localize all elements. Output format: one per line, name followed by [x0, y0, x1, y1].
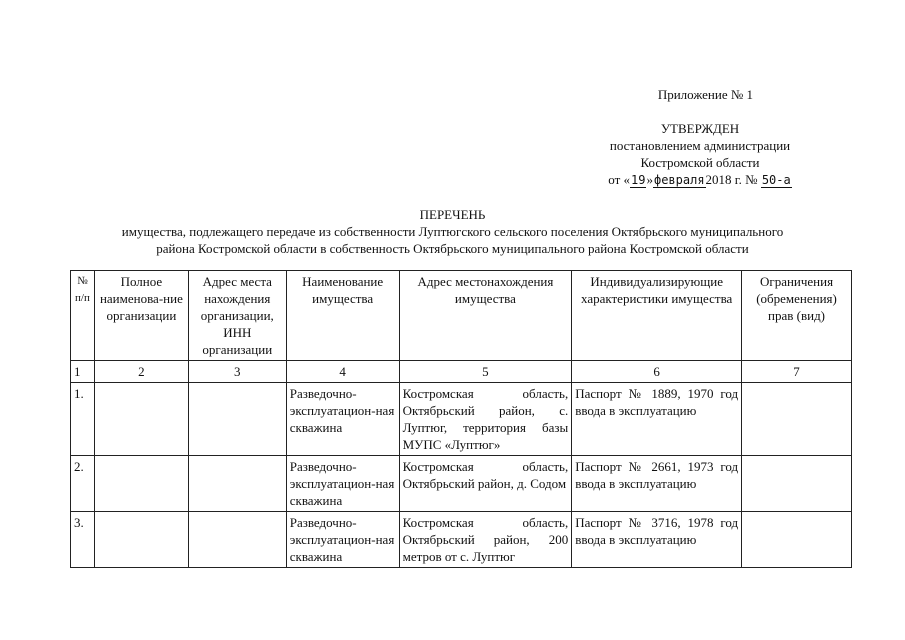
- date-month: февраля: [653, 173, 705, 187]
- row-org: [94, 383, 188, 456]
- row-num: 3.: [71, 512, 95, 568]
- col-number: 4: [286, 361, 399, 383]
- header-characteristics: Индивидуализирующие характеристики имущества: [572, 271, 742, 361]
- row-characteristics: Паспорт № 1889, 1970 год ввода в эксплуатацию: [572, 383, 742, 456]
- col-number: 3: [188, 361, 286, 383]
- header-num: № п/п: [71, 271, 95, 361]
- header-property-address: Адрес местонахождения имущества: [399, 271, 572, 361]
- row-org-address: [188, 456, 286, 512]
- column-number-row: [71, 361, 852, 383]
- table-row: [71, 383, 852, 456]
- row-restrictions: [742, 456, 852, 512]
- date-day: 19: [631, 173, 646, 187]
- row-restrictions: [742, 512, 852, 568]
- title-line-2: района Костромской области в собственность Октябрьского муниципального района Костромской области: [156, 241, 749, 256]
- row-org-address: [188, 383, 286, 456]
- row-characteristics: Паспорт № 3716, 1978 год ввода в эксплуатацию: [572, 512, 742, 568]
- col-number: 2: [94, 361, 188, 383]
- decree-number: 50-а: [761, 173, 791, 187]
- header-restrictions: Ограничения (обременения) прав (вид): [742, 271, 852, 361]
- row-property-name: Разведочно-эксплуатацион-ная скважина: [286, 383, 399, 456]
- document-title: [40, 206, 865, 257]
- row-property-name: Разведочно-эксплуатацион-ная скважина: [286, 456, 399, 512]
- row-org-address: [188, 512, 286, 568]
- row-restrictions: [742, 383, 852, 456]
- approval-line-1: постановлением администрации: [609, 138, 791, 153]
- appendix-label: Приложение № 1: [657, 87, 753, 102]
- approval-block: [560, 120, 840, 189]
- row-property-address: Костромская область, Октябрьский район, д. Содом: [399, 456, 572, 512]
- approval-date: [560, 171, 840, 189]
- title-heading: ПЕРЕЧЕНЬ: [419, 207, 486, 222]
- table-row: [71, 512, 852, 568]
- row-org: [94, 456, 188, 512]
- col-number: 5: [399, 361, 572, 383]
- row-num: 2.: [71, 456, 95, 512]
- row-property-address: Костромская область, Октябрьский район, 200 метров от с. Луптюг: [399, 512, 572, 568]
- header-org: Полное наименова-ние организации: [94, 271, 188, 361]
- header-property-name: Наименование имущества: [286, 271, 399, 361]
- table-header-row: [71, 271, 852, 361]
- row-property-address: Костромская область, Октябрьский район, с. Луптюг, территория базы МУПС «Луптюг»: [399, 383, 572, 456]
- date-year: 2018 г. №: [705, 172, 758, 187]
- row-property-name: Разведочно-эксплуатацион-ная скважина: [286, 512, 399, 568]
- table-row: [71, 456, 852, 512]
- date-mid: »: [646, 172, 653, 187]
- col-number: 1: [71, 361, 95, 383]
- property-table: [70, 270, 852, 568]
- date-prefix: от «: [608, 172, 631, 187]
- approval-heading: УТВЕРЖДЕН: [660, 121, 740, 136]
- title-line-1: имущества, подлежащего передаче из собственности Луптюгского сельского поселения Октябрьского муниципального: [121, 224, 784, 239]
- header-org-address: Адрес места нахождения организации, ИНН организации: [188, 271, 286, 361]
- row-org: [94, 512, 188, 568]
- col-number: 7: [742, 361, 852, 383]
- col-number: 6: [572, 361, 742, 383]
- row-characteristics: Паспорт № 2661, 1973 год ввода в эксплуатацию: [572, 456, 742, 512]
- row-num: 1.: [71, 383, 95, 456]
- approval-line-2: Костромской области: [640, 155, 760, 170]
